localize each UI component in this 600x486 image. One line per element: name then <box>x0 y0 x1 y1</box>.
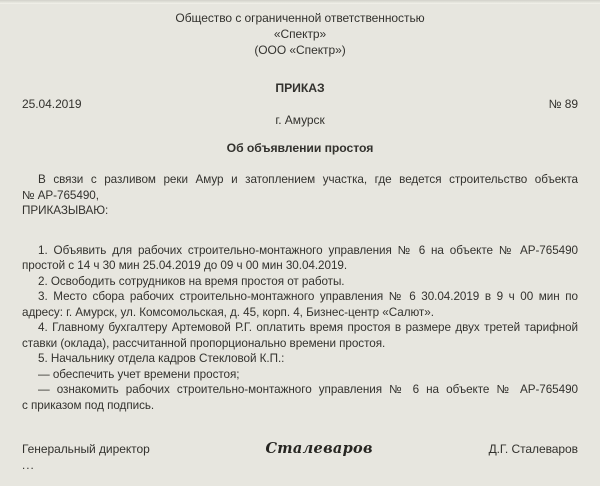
order-item-4: 4. Главному бухгалтеру Артемовой Р.Г. оплатить время простоя в размере двух третей тарифной ставки (оклада), рассчитанной пропорционально времени простоя. <box>22 321 578 350</box>
doc-number: № 89 <box>548 97 578 111</box>
order-item-1: 1. Объявить для рабочих строительно-монтажного управления № 6 на объекте № АР-765490 простой с 14 ч 30 мин 25.04.2019 до 09 ч 00 мин 30.04.2019. <box>22 243 578 272</box>
signatory-name: Д.Г. Сталеваров <box>488 442 578 456</box>
doc-meta-row <box>22 96 578 112</box>
org-name-abbr: (ООО «Спектр») <box>254 43 346 57</box>
resolution-word: ПРИКАЗЫВАЮ: <box>22 204 109 217</box>
preamble-paragraph: В связи с разливом реки Амур и затоплением участка, где ведется строительство объекта № АР-765490, <box>22 173 578 202</box>
trailing-ellipsis: ... <box>22 458 35 472</box>
org-name-block <box>22 10 578 58</box>
order-item-5-sub-2: — ознакомить рабочих строительно-монтажного управления № 6 на объекте № АР-765490 с приказом под подпись. <box>22 383 578 412</box>
org-name-short: «Спектр» <box>273 27 327 41</box>
signature-row <box>22 441 578 458</box>
doc-type-title: ПРИКАЗ <box>275 81 325 95</box>
order-item-2: 2. Освободить сотрудников на время простоя от работы. <box>38 274 345 288</box>
order-items <box>22 243 578 414</box>
doc-subject: Об объявлении простоя <box>226 141 374 155</box>
handwritten-signature: Сталеваров <box>265 440 373 457</box>
order-item-5: 5. Начальнику отдела кадров Стекловой К.П.: <box>38 352 285 365</box>
doc-city: г. Амурск <box>275 113 325 127</box>
org-name-full: Общество с ограниченной ответственностью <box>175 11 425 25</box>
order-item-5-sub-1: — обеспечить учет времени простоя; <box>38 367 240 381</box>
doc-date: 25.04.2019 <box>22 97 82 111</box>
signatory-position: Генеральный директор <box>22 442 150 456</box>
order-item-3: 3. Место сбора рабочих строительно-монтажного управления № 6 30.04.2019 в 9 ч 00 мин по адресу: г. Амурск, ул. Комсомольская, д. 45, корп. 4, Бизнес-центр «Салют». <box>22 290 578 319</box>
